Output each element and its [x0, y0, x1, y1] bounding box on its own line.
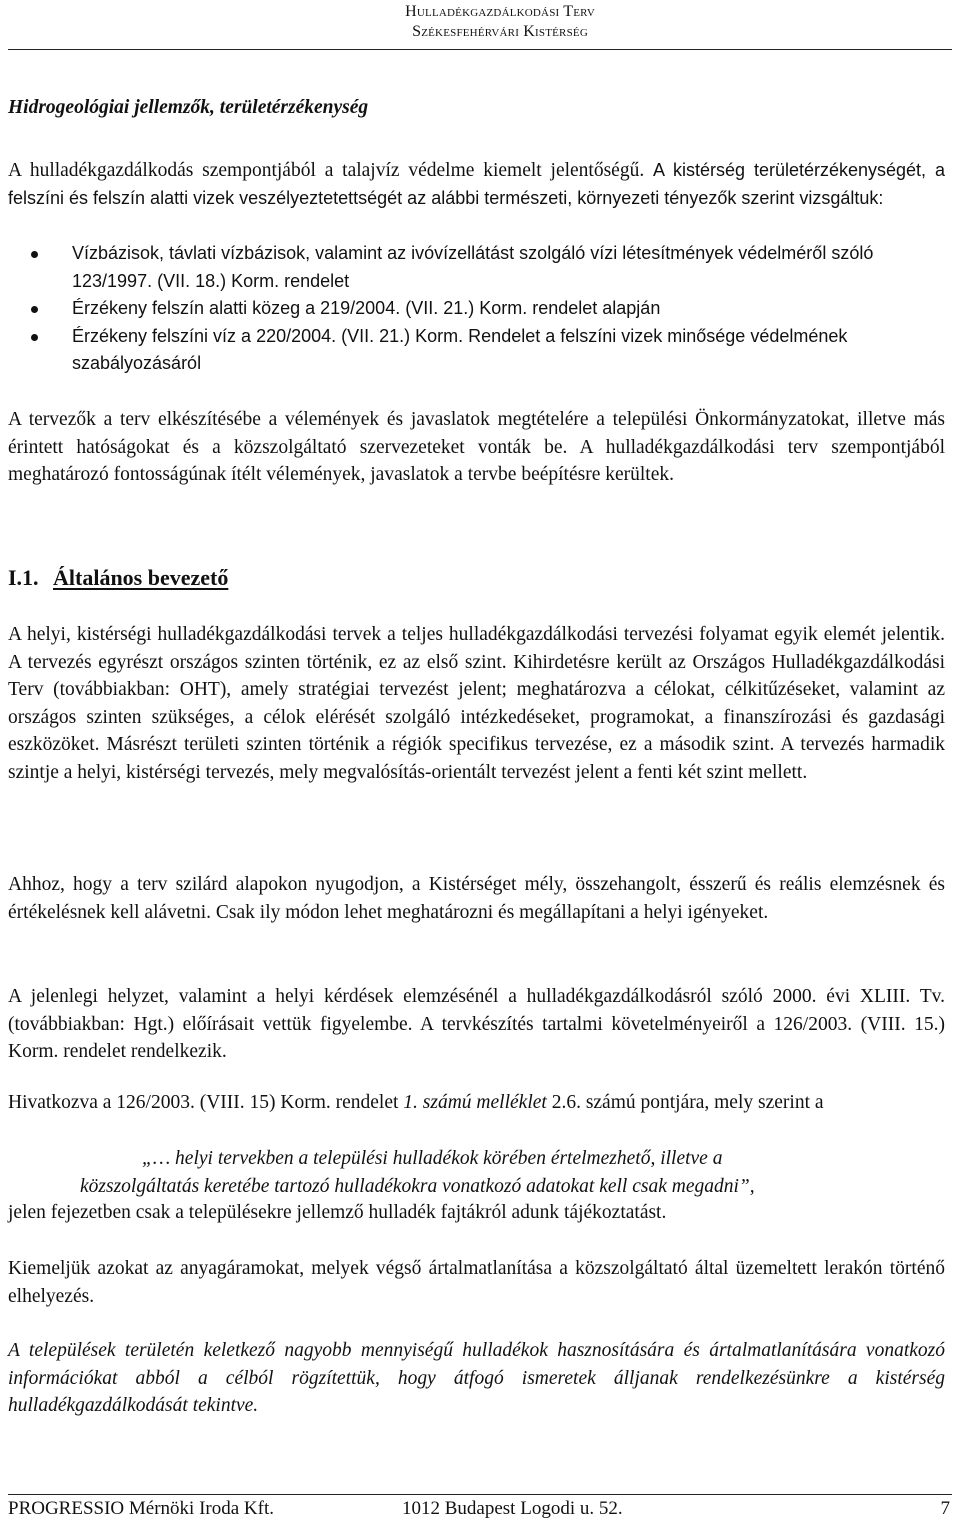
- analysis-text: Ahhoz, hogy a terv szilárd alapokon nyugodjon, a Kistérséget mély, összehangolt, ésszerű és reális elemzésnek és értékelésnek kell alávetni. Csak ily módon lehet meghatározni és megállapítani a helyi igényeket.: [8, 874, 945, 923]
- chapter-scope-paragraph: [8, 1199, 945, 1227]
- chapter-heading: [8, 563, 228, 593]
- intro-sentence-1: A hulladékgazdálkodás szempontjából a talajvíz védelme kiemelt jelentőségű.: [8, 160, 654, 181]
- waste-info-paragraph: [8, 1337, 945, 1420]
- page-header: [405, 2, 595, 42]
- chapter-scope-text: jelen fejezetben csak a településekre jellemző hulladék fajtákról adunk tájékoztatást.: [8, 1202, 667, 1223]
- header-document-title: Hulladékgazdálkodási Terv: [405, 3, 595, 20]
- footer-address: 1012 Budapest Logodi u. 52.: [402, 1498, 623, 1519]
- list-item: [8, 295, 945, 323]
- bullet-icon: [31, 334, 38, 341]
- intro-sentence-2: A kistérség területérzékenységét, a felszíni és felszín alatti vizek veszélyeztetettségét az alábbi természeti, környezeti tényezők szerint vizsgáltuk:: [8, 160, 945, 208]
- current-situation-paragraph: [8, 983, 945, 1066]
- material-flows-paragraph: [8, 1255, 945, 1310]
- reference-annex: 1. számú melléklet: [403, 1092, 547, 1113]
- analysis-paragraph: [8, 871, 945, 926]
- list-item-text: Érzékeny felszíni víz a 220/2004. (VII. 21.) Korm. Rendelet a felszíni vizek minősége védelmének szabályozásáról: [72, 325, 848, 373]
- footer-company: PROGRESSIO Mérnöki Iroda Kft.: [8, 1498, 274, 1519]
- list-item: [8, 323, 945, 378]
- intro-paragraph: [8, 157, 945, 212]
- material-flows-text: Kiemeljük azokat az anyagáramokat, melyek végső ártalmatlanítása a közszolgáltató által üzemeltett lerakón történő elhelyezés.: [8, 1258, 945, 1307]
- reference-text-before: Hivatkozva a 126/2003. (VIII. 15) Korm. rendelet: [8, 1092, 404, 1113]
- quote-line-2: közszolgáltatás keretébe tartozó hulladékokra vonatkozó adatokat kell csak megadni”,: [80, 1176, 755, 1197]
- bullet-icon: [31, 306, 38, 313]
- current-situation-text: A jelenlegi helyzet, valamint a helyi kérdések elemzésénél a hulladékgazdálkodásról szóló 2000. évi XLIII. Tv. (továbbiakban: Hgt.) előírásait vettük figyelembe. A tervkészítés tartalmi követelményeiről a 126/2003. (VIII. 15.) Korm. rendelet rendelkezik.: [8, 986, 945, 1062]
- list-item-text: Érzékeny felszín alatti közeg a 219/2004. (VII. 21.) Korm. rendelet alapján: [72, 298, 661, 318]
- planners-sentence-2: A hulladékgazdálkodási terv szempontjából meghatározó fontosságúnak ítélt vélemények, javaslatok a tervbe beépítésre kerültek.: [8, 436, 946, 485]
- chapter-number: I.1.: [8, 565, 39, 590]
- header-divider: [8, 49, 952, 50]
- list-item: [8, 240, 945, 295]
- reference-text-after: 2.6. számú pontjára, mely szerint a: [546, 1092, 824, 1113]
- chapter-title: Általános bevezető: [53, 565, 229, 590]
- local-plans-paragraph: [8, 621, 945, 786]
- waste-info-text: A települések területén keletkező nagyobb mennyiségű hulladékok hasznosítására és ártalmatlanítására vonatkozó információkat abból a célból rögzítettük, hogy átfogó ismeretek álljanak rendelkezésünkre a kistérség hulladékgazdálkodását tekintve.: [8, 1340, 945, 1416]
- local-plans-text: A helyi, kistérségi hulladékgazdálkodási tervek a teljes hulladékgazdálkodási tervezési folyamat egyik elemét jelentik. A tervezés egyrészt országos szinten történik, ez az első szint. Kihirdetésre került az Országos Hulladékgazdálkodási Terv (továbbiakban: OHT), amely stratégiai tervezést jelent; meghatározva a célokat, célkitűzéseket, valamint az országos szinten szükséges, a célok elérését szolgáló intézkedéseket, programokat, a finanszírozási és gazdasági eszközöket. Másrészt területi szinten történik a régiók specifikus tervezése, ez a második szint. A tervezés harmadik szintje a helyi, kistérségi tervezés, mely megvalósítás-orientált tervezést jelent a fenti két szint mellett.: [8, 624, 945, 783]
- quote-line-1: „… helyi tervekben a települési hulladékok körében értelmezhető, illetve a: [142, 1148, 723, 1169]
- criteria-list: [8, 240, 945, 378]
- page-number: 7: [940, 1498, 950, 1519]
- section-title: Hidrogeológiai jellemzők, területérzékenység: [8, 97, 369, 118]
- footer-divider: [8, 1494, 952, 1495]
- header-region-name: Székesfehérvári Kistérség: [412, 23, 588, 40]
- regulation-quote: [80, 1145, 930, 1201]
- planners-paragraph: [8, 406, 945, 489]
- list-item-text: Vízbázisok, távlati vízbázisok, valamint az ivóvízellátást szolgáló vízi létesítmények védelméről szóló 123/1997. (VII. 18.) Korm. rendelet: [72, 243, 874, 291]
- planners-sentence-1: A tervezők a terv elkészítésébe a vélemények és javaslatok megtételére a települési Önkormányzatokat, illetve más érintett hatóságokat és a közszolgáltató szervezeteket vonták be.: [8, 409, 945, 458]
- reference-paragraph: [8, 1089, 945, 1117]
- bullet-icon: [31, 251, 38, 258]
